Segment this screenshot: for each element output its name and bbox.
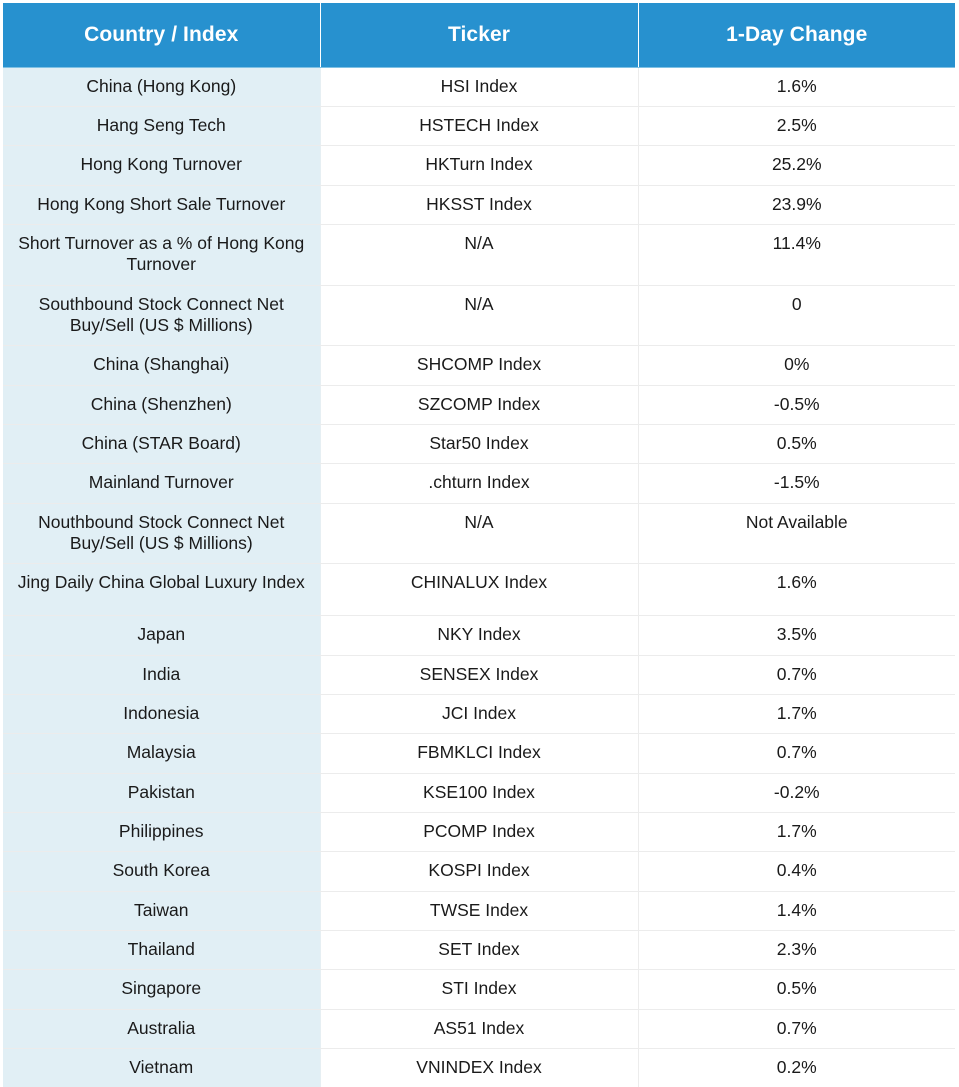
cell-change: -1.5% bbox=[638, 464, 955, 503]
cell-ticker: JCI Index bbox=[320, 695, 638, 734]
cell-country: China (Shanghai) bbox=[3, 346, 320, 385]
cell-ticker: HKTurn Index bbox=[320, 146, 638, 185]
cell-country: Vietnam bbox=[3, 1049, 320, 1087]
cell-country: China (Shenzhen) bbox=[3, 385, 320, 424]
cell-change: 2.3% bbox=[638, 931, 955, 970]
cell-country: China (STAR Board) bbox=[3, 424, 320, 463]
cell-country: Nouthbound Stock Connect Net Buy/Sell (US $ Millions) bbox=[3, 503, 320, 564]
table-row bbox=[3, 695, 955, 734]
table-row bbox=[3, 224, 955, 285]
cell-ticker: KOSPI Index bbox=[320, 852, 638, 891]
table-row bbox=[3, 464, 955, 503]
cell-country: Thailand bbox=[3, 931, 320, 970]
table-row bbox=[3, 106, 955, 145]
cell-ticker: Star50 Index bbox=[320, 424, 638, 463]
cell-country: South Korea bbox=[3, 852, 320, 891]
cell-country: Southbound Stock Connect Net Buy/Sell (US $ Millions) bbox=[3, 285, 320, 346]
cell-ticker: HSI Index bbox=[320, 67, 638, 106]
cell-ticker: N/A bbox=[320, 285, 638, 346]
table-row bbox=[3, 285, 955, 346]
cell-change: 2.5% bbox=[638, 106, 955, 145]
cell-country: Mainland Turnover bbox=[3, 464, 320, 503]
table-header-row bbox=[3, 3, 955, 67]
cell-change: 0.4% bbox=[638, 852, 955, 891]
cell-change: 11.4% bbox=[638, 224, 955, 285]
table-row bbox=[3, 813, 955, 852]
cell-ticker: N/A bbox=[320, 224, 638, 285]
cell-change: 23.9% bbox=[638, 185, 955, 224]
cell-country: Jing Daily China Global Luxury Index bbox=[3, 564, 320, 616]
table-row bbox=[3, 1049, 955, 1087]
cell-change: 0.7% bbox=[638, 655, 955, 694]
table-row bbox=[3, 734, 955, 773]
cell-ticker: SET Index bbox=[320, 931, 638, 970]
cell-change: 1.6% bbox=[638, 564, 955, 616]
cell-country: Australia bbox=[3, 1009, 320, 1048]
cell-country: Singapore bbox=[3, 970, 320, 1009]
column-header-ticker: Ticker bbox=[320, 3, 638, 67]
cell-country: India bbox=[3, 655, 320, 694]
cell-ticker: HKSST Index bbox=[320, 185, 638, 224]
cell-ticker: N/A bbox=[320, 503, 638, 564]
cell-ticker: .chturn Index bbox=[320, 464, 638, 503]
cell-ticker: AS51 Index bbox=[320, 1009, 638, 1048]
cell-change: 0.7% bbox=[638, 734, 955, 773]
cell-change: -0.5% bbox=[638, 385, 955, 424]
cell-ticker: PCOMP Index bbox=[320, 813, 638, 852]
table-row bbox=[3, 655, 955, 694]
table-row bbox=[3, 503, 955, 564]
cell-change: 0.2% bbox=[638, 1049, 955, 1087]
cell-ticker: STI Index bbox=[320, 970, 638, 1009]
cell-change: 0% bbox=[638, 346, 955, 385]
cell-change: 0.5% bbox=[638, 424, 955, 463]
cell-change: 1.4% bbox=[638, 891, 955, 930]
column-header-change: 1-Day Change bbox=[638, 3, 955, 67]
cell-country: Hang Seng Tech bbox=[3, 106, 320, 145]
cell-change: 1.7% bbox=[638, 695, 955, 734]
cell-country: Japan bbox=[3, 616, 320, 655]
cell-country: China (Hong Kong) bbox=[3, 67, 320, 106]
cell-change: Not Available bbox=[638, 503, 955, 564]
cell-change: 25.2% bbox=[638, 146, 955, 185]
table-row bbox=[3, 1009, 955, 1048]
market-index-table bbox=[3, 3, 955, 1087]
table-row bbox=[3, 185, 955, 224]
cell-ticker: HSTECH Index bbox=[320, 106, 638, 145]
cell-country: Hong Kong Short Sale Turnover bbox=[3, 185, 320, 224]
table-row bbox=[3, 616, 955, 655]
cell-ticker: CHINALUX Index bbox=[320, 564, 638, 616]
cell-ticker: NKY Index bbox=[320, 616, 638, 655]
table-row bbox=[3, 891, 955, 930]
table-row bbox=[3, 385, 955, 424]
cell-ticker: SHCOMP Index bbox=[320, 346, 638, 385]
cell-ticker: SZCOMP Index bbox=[320, 385, 638, 424]
cell-change: 0.7% bbox=[638, 1009, 955, 1048]
cell-change: -0.2% bbox=[638, 773, 955, 812]
cell-country: Taiwan bbox=[3, 891, 320, 930]
table-row bbox=[3, 931, 955, 970]
cell-change: 3.5% bbox=[638, 616, 955, 655]
cell-country: Pakistan bbox=[3, 773, 320, 812]
cell-change: 0 bbox=[638, 285, 955, 346]
cell-change: 1.6% bbox=[638, 67, 955, 106]
table-row bbox=[3, 970, 955, 1009]
table-row bbox=[3, 773, 955, 812]
cell-ticker: SENSEX Index bbox=[320, 655, 638, 694]
cell-change: 0.5% bbox=[638, 970, 955, 1009]
table-row bbox=[3, 67, 955, 106]
table-row bbox=[3, 564, 955, 616]
cell-ticker: FBMKLCI Index bbox=[320, 734, 638, 773]
cell-country: Indonesia bbox=[3, 695, 320, 734]
table-row bbox=[3, 146, 955, 185]
cell-country: Short Turnover as a % of Hong Kong Turnover bbox=[3, 224, 320, 285]
cell-country: Malaysia bbox=[3, 734, 320, 773]
column-header-country: Country / Index bbox=[3, 3, 320, 67]
table-row bbox=[3, 424, 955, 463]
cell-country: Hong Kong Turnover bbox=[3, 146, 320, 185]
cell-ticker: TWSE Index bbox=[320, 891, 638, 930]
table-header bbox=[3, 3, 955, 67]
cell-ticker: KSE100 Index bbox=[320, 773, 638, 812]
table-row bbox=[3, 346, 955, 385]
cell-change: 1.7% bbox=[638, 813, 955, 852]
cell-ticker: VNINDEX Index bbox=[320, 1049, 638, 1087]
table-row bbox=[3, 852, 955, 891]
cell-country: Philippines bbox=[3, 813, 320, 852]
table-body bbox=[3, 67, 955, 1087]
